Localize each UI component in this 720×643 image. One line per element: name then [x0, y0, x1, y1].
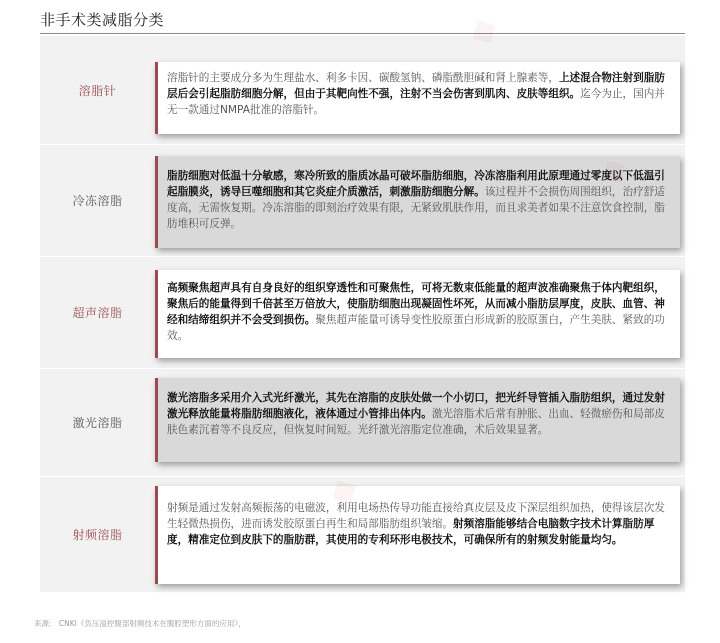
body-text: 迄今为止，国内并无一款通过NMPA批准的溶脂针。	[167, 88, 665, 116]
watermark: ◆	[321, 466, 365, 514]
table-row	[40, 368, 685, 477]
description-card	[155, 270, 680, 358]
description-card	[155, 378, 680, 462]
page-title: 非手术类减脂分类	[40, 11, 165, 29]
description-card	[155, 486, 680, 584]
classification-table	[40, 36, 685, 592]
body-text: 该过程并不会损伤周围组织，治疗舒适度高，无需恢复期。冷冻溶脂的即刻治疗效果有限，无紧致肌肤作用，而且求美者如果不注意饮食控制，脂肪堆积可反弹。	[167, 186, 665, 230]
row-label: 冷冻溶脂	[72, 193, 123, 208]
row-label: 射频溶脂	[72, 527, 123, 542]
watermark: ◆	[591, 146, 635, 194]
description-card	[155, 62, 680, 134]
table-row	[40, 144, 685, 257]
body-text: 聚焦超声能量可诱导变性胶原蛋白形成新的胶原蛋白，产生美肤、紧致的功效。	[167, 314, 665, 342]
table-row	[40, 476, 685, 592]
body-text: 激光溶脂术后常有肿胀、出血、轻微瘀伤和局部皮肤色素沉着等不良反应，但恢复时间短。光纤激光溶脂定位准确，术后效果显著。	[167, 408, 665, 436]
emphasized-text: 射频溶脂能够结合电脑数字技术计算脂肪厚度，精准定位到皮肤下的脂肪群，其使用的专利环形电极技术，可确保所有的射频发射能量均匀。	[167, 518, 655, 546]
emphasized-text: 上述混合物注射到脂肪层后会引起脂肪细胞分解，但由于其靶向性不强，注射不当会伤害到肌肉、皮肤等组织。	[167, 72, 665, 100]
table-row	[40, 256, 685, 369]
body-text: 溶脂针的主要成分多为生理盐水、利多卡因、碳酸氢钠、磷脂酰胆碱和肾上腺素等，	[167, 72, 559, 84]
watermark: ◆	[461, 6, 505, 54]
emphasized-text: 高频聚焦超声具有自身良好的组织穿透性和可聚焦性，可将无数束低能量的超声波准确聚焦于体内靶组织，聚焦后的能量得到千倍甚至万倍放大，使脂肪细胞出现凝固性坏死，从而减小脂肪层厚度，皮肤、血管、神经和结缔组织并不会受到损伤。	[167, 282, 665, 326]
body-text: 射频是通过发射高频振荡的电磁波，利用电场热传导功能直接给真皮层及皮下深层组织加热，使得该层次发生轻微热损伤，进而诱发胶原蛋白再生和局部脂肪组织皱缩。	[167, 502, 665, 530]
emphasized-text: 脂肪细胞对低温十分敏感，寒冷所致的脂质冰晶可破坏脂肪细胞，冷冻溶脂利用此原理通过零度以下低温引起脂膜炎，诱导巨噬细胞和其它炎症介质激活，刺激脂肪细胞分解。	[167, 170, 665, 198]
table-row	[40, 36, 685, 145]
emphasized-text: 激光溶脂多采用介入式光纤激光，其先在溶脂的皮肤处做一个小切口，把光纤导管插入脂肪组织，通过发射激光释放能量将脂肪细胞液化，液体通过小管排出体内。	[167, 392, 665, 420]
title-divider	[40, 33, 685, 34]
row-label: 激光溶脂	[72, 415, 123, 430]
row-label: 超声溶脂	[72, 305, 123, 320]
source-note: 来源： CNKI《负压溢控腹部射频技术在腹腔塑形方面的应用》，	[34, 619, 246, 628]
row-label: 溶脂针	[78, 83, 117, 98]
